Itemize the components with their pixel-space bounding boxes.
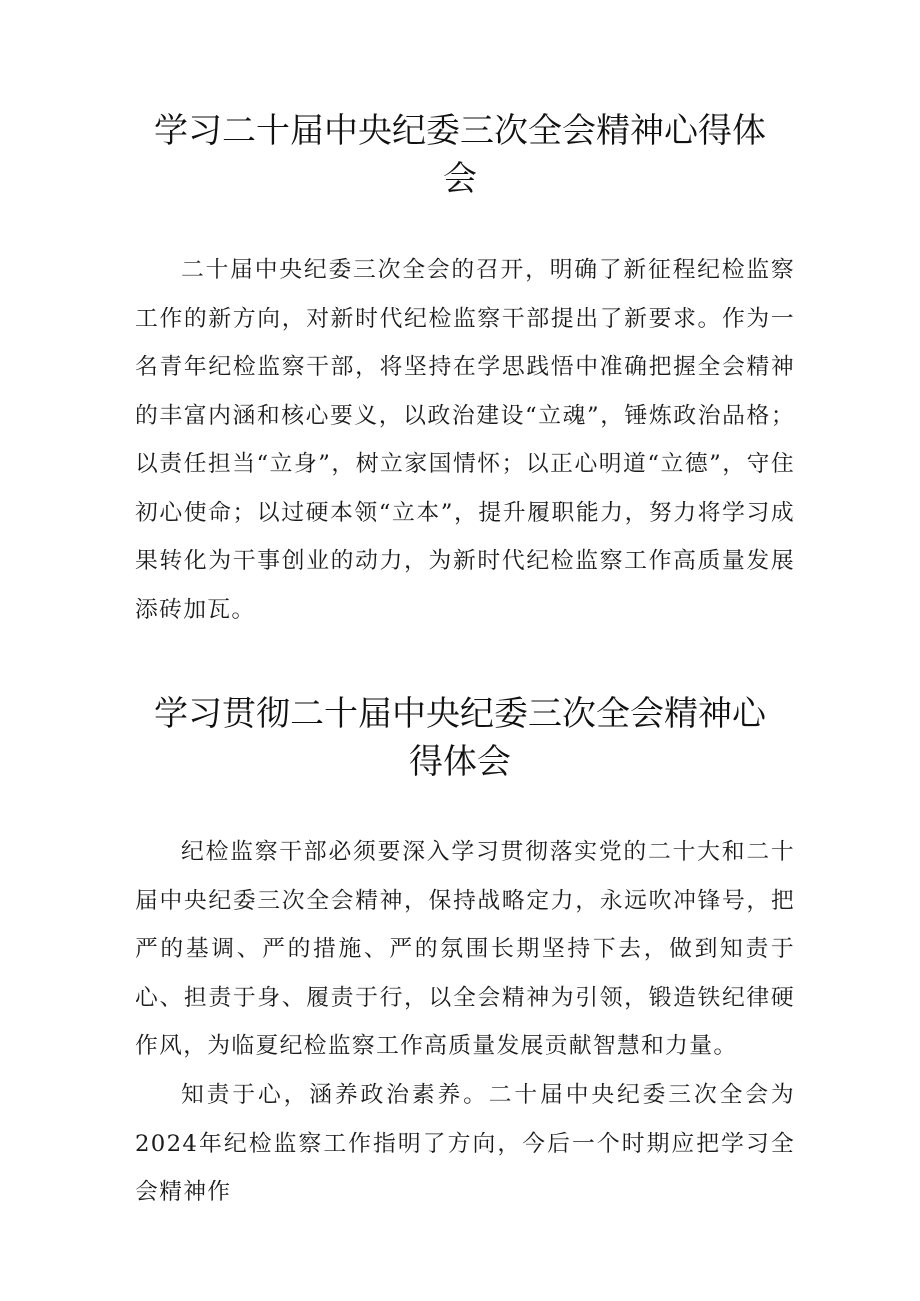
section-1-paragraph-1: 二十届中央纪委三次全会的召开，明确了新征程纪检监察工作的新方向，对新时代纪检监察干部提出了新要求。作为一名青年纪检监察干部，将坚持在学思践悟中准确把握全会精神的丰富内涵和核心要义，以政治建设“立魂”，锤炼政治品格；以责任担当“立身”，树立家国情怀；以正心明道“立德”，守住初心使命；以过硬本领“立本”，提升履职能力，努力将学习成果转化为干事创业的动力，为新时代纪检监察工作高质量发展添砖加瓦。 [135, 257, 795, 623]
section-1-title: 学习二十届中央纪委三次全会精神心得体会 [154, 111, 766, 199]
section-2-title: 学习贯彻二十届中央纪委三次全会精神心得体会 [154, 694, 766, 782]
section-2-paragraph-2: 知责于心，涵养政治素养。二十届中央纪委三次全会为2024年纪检监察工作指明了方向，今后一个时期应把学习全会精神作 [135, 1082, 795, 1205]
section-2-paragraph-1: 纪检监察干部必须要深入学习贯彻落实党的二十大和二十届中央纪委三次全会精神，保持战略定力，永远吹冲锋号，把严的基调、严的措施、严的氛围长期坚持下去，做到知责于心、担责于身、履责于行，以全会精神为引领，锻造铁纪律硬作风，为临夏纪检监察工作高质量发展贡献智慧和力量。 [135, 839, 795, 1059]
